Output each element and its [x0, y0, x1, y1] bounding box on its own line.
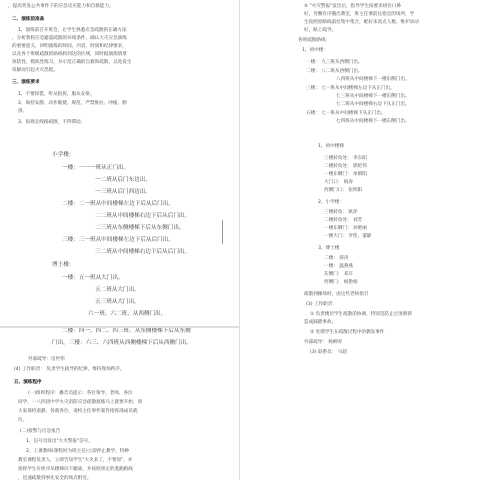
left_top-text-line: 3、按规定线路疏散，不得滞动。: [18, 120, 86, 125]
left_top-text-line: 三、演练要求: [12, 80, 40, 85]
right-text-line: 东侧门： 邓卉: [324, 272, 354, 277]
right-text-line: 三楼转角： 耿萍: [324, 210, 358, 215]
left_top-text-line: 三楼：三一班从中间楼梯左边下后从后门出。: [62, 237, 174, 243]
document-page-left-bottom: [0, 328, 240, 480]
left_bottom-text-line: 二楼：四一、四二、四三班、从东侧楼梯下后从东侧: [62, 328, 191, 334]
left_top-text-line: 五二班从大门出。: [95, 287, 140, 293]
left_bottom-text-line: 大家保持肃静，各就各位，请校主任事件案件指挥部成员就: [18, 409, 138, 414]
left_bottom-text-line: 同学，一八四团中学火灾消防应急疏散演练马上就要开始，请: [18, 400, 143, 405]
right-text-line: 八四班从中间楼梯下一楼东侧门出。: [336, 77, 410, 82]
left_top-text-line: 的重要意义，讲明演练的时间、内容、时间和纪律要求，: [12, 44, 127, 49]
right-text-line: 好，弯腰有序撤出教室，班主任要前往指定的场所，学: [304, 12, 415, 17]
right-text-line: 大门口： 杨涛: [324, 180, 354, 185]
right-text-line: 3、博士楼: [318, 246, 340, 251]
right-text-line: 五楼： 七一班从中间楼梯下从正门出。: [306, 111, 386, 116]
left_top-text-line: 一楼：五一班从大门出。: [62, 275, 124, 281]
left_top-text-line: ，提高突发公共事件下的应急反应能力和自救能力。: [8, 4, 114, 9]
right-text-line: 二楼： 八二班从西侧门出。: [306, 69, 363, 74]
left_top-text-line: ，分析我校应急避震疏散的环境条件，确认大灾应急演练: [12, 36, 127, 41]
left_top-text-line: 1、不要惊慌，听从指挥，服从安排。: [18, 92, 95, 97]
right-text-line: 七二班从中间楼梯右边下从正门出。: [336, 102, 410, 107]
right-text-line: 疏散到操场时，由这些老师指引: [304, 292, 369, 297]
right-text-line: 一楼东侧门： 孙艳丽: [324, 226, 367, 231]
left_bottom-text-line: 指挥学生有秩序从楼梯向下撤离，并按照预定的逃跑路线: [18, 467, 133, 472]
right-text-line: 外部疏导： 杨柳青: [304, 340, 343, 345]
left_bottom-text-line: 外部疏导：房世伟: [28, 357, 65, 362]
left_bottom-text-line: 2、上课教师(课程时为班主任)立即停止教学，特种: [26, 449, 129, 454]
right-text-line: 二楼： 韩涛: [324, 256, 349, 261]
right-text-line: 各班疏散路线：: [298, 38, 331, 43]
left_top-text-line: 二三班从东侧楼梯下后从东侧门出。: [95, 225, 185, 231]
left_bottom-text-line: 1、信号员发出"大火警报"信号。: [26, 439, 93, 444]
left_top-text-line: 挤。: [18, 109, 28, 114]
left_top-text-line: 二、演练前准备: [12, 17, 45, 22]
left_bottom-text-line: ，迅速疏散到事先安全的场点附近。: [18, 476, 92, 480]
left_bottom-text-line: 门出。三楼：六三、六四班从西侧楼梯下后从西侧门出。: [52, 340, 192, 346]
left_top-text-line: 博士楼：: [52, 262, 75, 268]
left_top-text-line: 三二班从中间楼梯右边下后从后门出。: [95, 249, 191, 255]
left_bottom-text-line: 五、演练程序: [14, 380, 42, 385]
right-text-line: 1、初中楼梯: [318, 144, 344, 149]
left_top-text-line: 一二班从后门东边出。: [95, 177, 151, 183]
right-text-line: 一楼东侧门： 单朝阳: [324, 172, 367, 177]
right-text-line: 七四班从中间楼梯下一楼东侧门出。: [336, 119, 410, 124]
right-text-line: 二楼转角处： 刘芳: [324, 218, 363, 223]
left_bottom-text-line: 位。: [18, 418, 28, 423]
left_bottom-text-line: (4) 工作职责： 负责学生疏导的纪律，维持现场秩序。: [14, 367, 125, 372]
right-text-line: ① 负责楼层学生疏散的协调，特别是防止过度拥挤: [310, 312, 413, 317]
right-text-line: 1、初中楼：: [302, 48, 328, 53]
left_top-text-line: 二楼：二一班从中间楼梯左边下后从后门出。: [62, 201, 174, 207]
right-text-line: 西侧门： 杨艳娟: [324, 280, 358, 285]
right-text-line: 七三班从中间楼梯下一楼东侧门出。: [336, 94, 410, 99]
left_top-text-line: 五三班从大门出。: [95, 299, 140, 305]
left_top-text-line: 一楼：一一一班从正门出。: [62, 165, 130, 171]
right-text-line: ② 处理学生在疏散过程中的偶发事件: [310, 330, 385, 335]
right-text-line: 三楼： 七一班从中间楼梯左边下从正门出。: [306, 86, 395, 91]
left_bottom-text-line: 教室课程负责人，立即告知学生"大火来了，不要惊"，并: [18, 458, 133, 463]
right-text-line: 一楼大门： 罗伦、董静: [324, 234, 372, 239]
left_bottom-text-line: (一)组织程序：播音员提示：各位领导、老师、各位: [28, 391, 133, 396]
right-text-line: 二楼转角处： 郭伦伟: [324, 164, 367, 169]
left_top-text-line: 2、保持安静、动作敏捷、规范，严禁推拉、冲撞、拥: [18, 101, 127, 106]
left_top-text-line: 以及各个班级疏散的路线和到达的区域，同时据演练情景: [12, 52, 127, 57]
right-text-line: 一楼： 温燕燕: [324, 264, 354, 269]
column-marker: [222, 220, 223, 244]
right-text-line: (3) 联系员： 马超: [310, 350, 347, 355]
right-text-line: 生按照原路线前往集中集合，配好来清点人数，维护动动: [304, 20, 419, 25]
left_top-text-line: 小学楼：: [52, 152, 75, 158]
left_top-text-line: 1、演练前召开班会，让学生熟悉应急疏散的正确方法: [18, 28, 127, 33]
right-text-line: (3) 工作职责：: [306, 302, 337, 307]
left_top-text-line: 误解而引起火灾恐慌。: [12, 68, 58, 73]
left_top-text-line: 一三班从后门西边出。: [95, 189, 151, 195]
right-text-line: 西侧门口： 张明阳: [324, 188, 363, 193]
document-page-left-top: [0, 0, 240, 326]
right-text-line: 好，路上疏导。: [304, 28, 337, 33]
right-text-line: ⑤ "火灾警报"发出后，指导学生按要求捂住口鼻: [304, 4, 402, 9]
left_top-text-line: 六一班、六二班、从西侧门出。: [88, 311, 167, 317]
left_bottom-text-line: (二)接警与应急报告: [20, 429, 61, 434]
document-page-right: [240, 0, 480, 480]
left_top-text-line: 二二班从中间楼梯右边下后从后门出。: [95, 213, 191, 219]
right-text-line: 三楼转角处： 李东阳: [324, 156, 367, 161]
left_top-text-line: 预防性、模拟性练习，并示范正确的自救和疏散，以免发生: [12, 60, 132, 65]
right-text-line: 一楼： 九三班从西侧门出。: [306, 60, 363, 65]
right-text-line: 造成踩踏事故。: [304, 320, 337, 325]
right-text-line: 2、小学楼：: [318, 200, 344, 205]
